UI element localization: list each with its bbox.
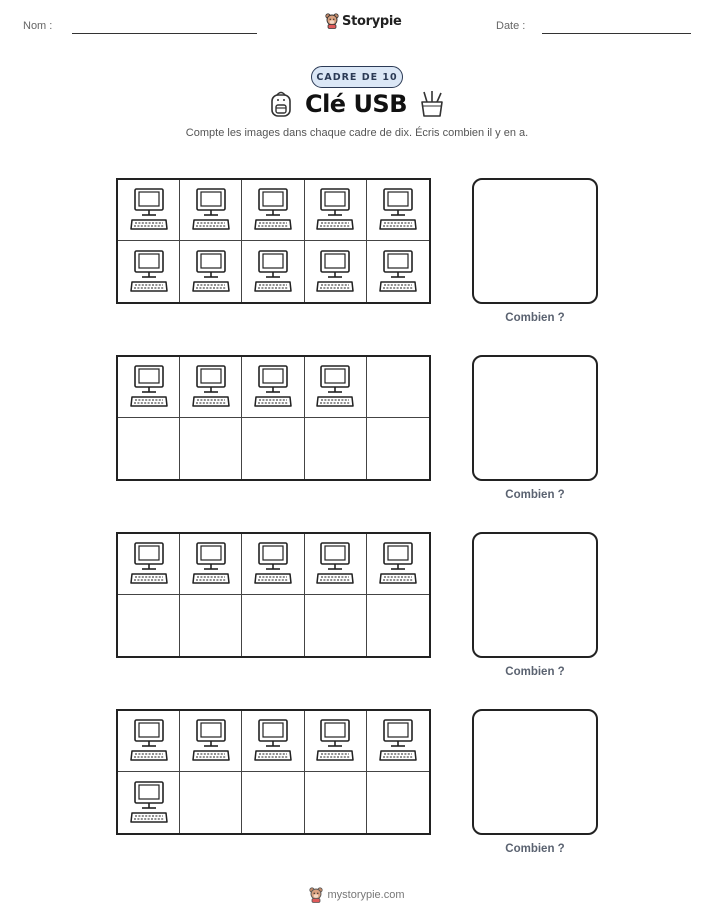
frame-cell	[242, 595, 304, 656]
name-line[interactable]	[72, 33, 257, 34]
frame-cell	[242, 180, 304, 241]
frame-cell	[118, 357, 180, 418]
frame-cell	[242, 357, 304, 418]
frame-cell	[118, 534, 180, 595]
frame-cell	[367, 180, 429, 241]
frame-cell	[242, 711, 304, 772]
backpack-icon	[269, 90, 293, 118]
frame-cell	[367, 711, 429, 772]
computer-icon	[253, 364, 293, 410]
brand-name: Storypie	[342, 13, 402, 29]
topic-badge: CADRE DE 10	[311, 66, 403, 88]
frame-cell	[180, 595, 242, 656]
computer-icon	[129, 541, 169, 587]
frame-cell	[305, 595, 367, 656]
frame-cell	[367, 772, 429, 833]
title-row	[0, 90, 714, 118]
frame-cell	[118, 595, 180, 656]
pencil-cup-icon	[419, 90, 445, 118]
frame-cell	[180, 534, 242, 595]
frame-cell	[367, 241, 429, 302]
frame-cell	[180, 357, 242, 418]
computer-icon	[315, 541, 355, 587]
frame-cell	[180, 241, 242, 302]
computer-icon	[191, 187, 231, 233]
frame-cell	[305, 357, 367, 418]
frame-cell	[180, 180, 242, 241]
frame-cell	[305, 418, 367, 479]
answer-box-3[interactable]	[472, 532, 598, 658]
computer-icon	[191, 364, 231, 410]
frame-cell	[118, 418, 180, 479]
name-label: Nom :	[23, 20, 53, 32]
answer-box-2[interactable]	[472, 355, 598, 481]
frame-cell	[305, 241, 367, 302]
answer-label-4: Combien ?	[505, 843, 565, 855]
answer-label-3: Combien ?	[505, 666, 565, 678]
computer-icon	[129, 780, 169, 826]
frame-cell	[118, 711, 180, 772]
frame-cell	[242, 534, 304, 595]
frame-cell	[118, 772, 180, 833]
answer-label-1: Combien ?	[505, 312, 565, 324]
computer-icon	[253, 541, 293, 587]
computer-icon	[378, 541, 418, 587]
bear-mascot-icon	[325, 13, 339, 29]
frame-cell	[180, 772, 242, 833]
frame-cell	[305, 534, 367, 595]
computer-icon	[129, 187, 169, 233]
frame-cell	[180, 418, 242, 479]
answer-box-1[interactable]	[472, 178, 598, 304]
computer-icon	[129, 249, 169, 295]
frame-cell	[118, 241, 180, 302]
computer-icon	[253, 249, 293, 295]
computer-icon	[191, 718, 231, 764]
frame-cell	[305, 772, 367, 833]
computer-icon	[315, 718, 355, 764]
date-label: Date :	[496, 20, 526, 32]
frame-cell	[242, 772, 304, 833]
frame-cell	[367, 595, 429, 656]
page-title: Clé USB	[304, 90, 408, 118]
computer-icon	[378, 718, 418, 764]
ten-frame-4	[116, 709, 431, 835]
footer	[0, 887, 714, 903]
instructions: Compte les images dans chaque cadre de dix. Écris combien il y en a.	[185, 127, 529, 139]
brand-logo	[325, 13, 402, 29]
ten-frame-1	[116, 178, 431, 304]
frame-cell	[367, 357, 429, 418]
answer-label-2: Combien ?	[505, 489, 565, 501]
ten-frame-3	[116, 532, 431, 658]
computer-icon	[253, 187, 293, 233]
frame-cell	[367, 418, 429, 479]
frame-cell	[305, 180, 367, 241]
computer-icon	[129, 364, 169, 410]
frame-cell	[180, 711, 242, 772]
computer-icon	[191, 249, 231, 295]
frame-cell	[242, 241, 304, 302]
frame-cell	[242, 418, 304, 479]
footer-site: mystorypie.com	[327, 889, 405, 901]
frame-cell	[305, 711, 367, 772]
computer-icon	[253, 718, 293, 764]
answer-box-4[interactable]	[472, 709, 598, 835]
date-line[interactable]	[542, 33, 691, 34]
computer-icon	[315, 364, 355, 410]
computer-icon	[315, 187, 355, 233]
computer-icon	[191, 541, 231, 587]
frame-cell	[118, 180, 180, 241]
frame-cell	[367, 534, 429, 595]
computer-icon	[378, 187, 418, 233]
computer-icon	[315, 249, 355, 295]
ten-frame-2	[116, 355, 431, 481]
bear-mascot-icon	[309, 887, 323, 903]
computer-icon	[378, 249, 418, 295]
computer-icon	[129, 718, 169, 764]
